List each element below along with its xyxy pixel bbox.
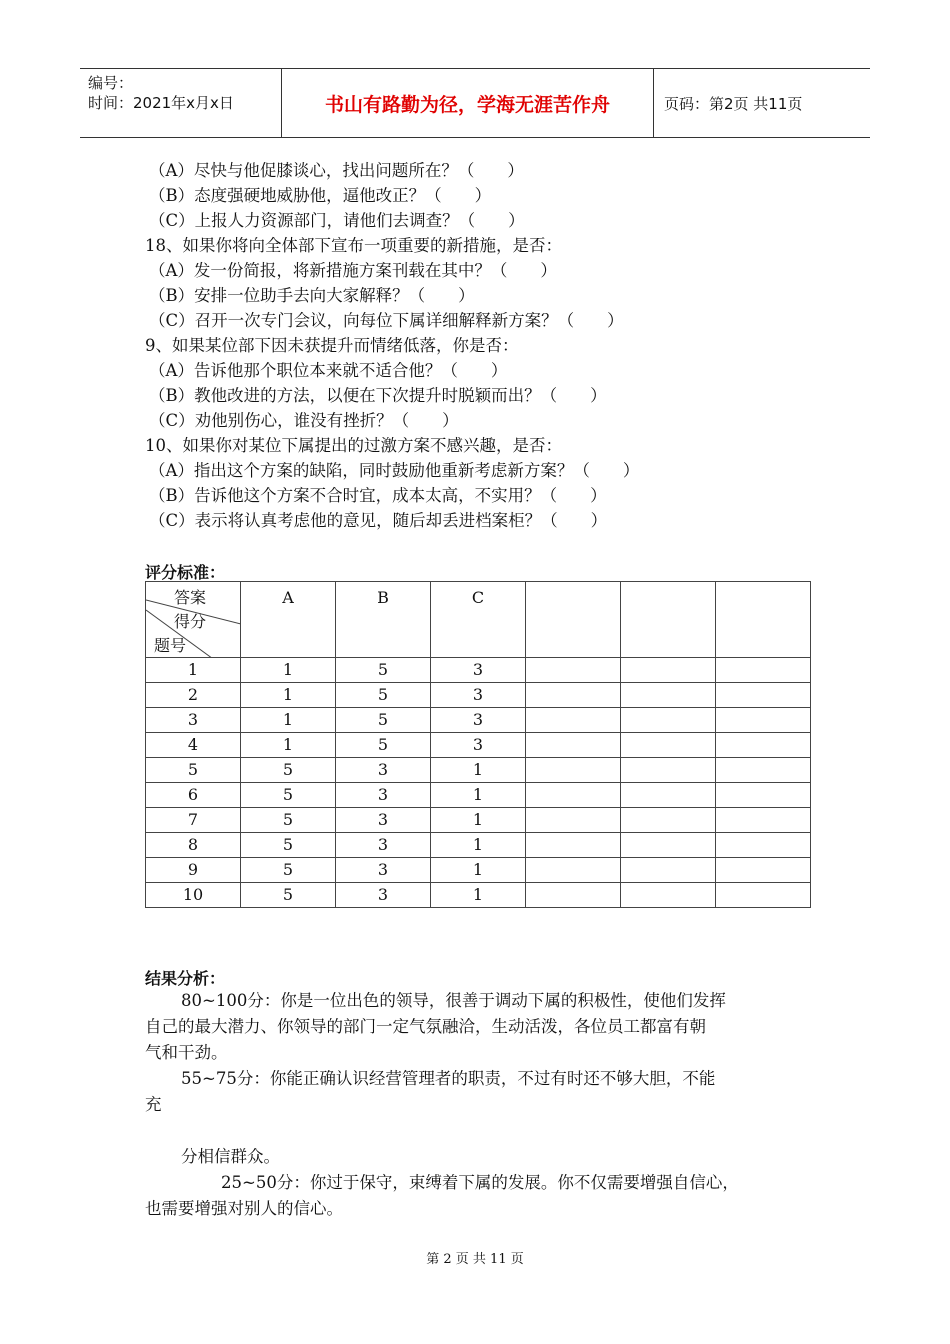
question-option: （A）指出这个方案的缺陷，同时鼓励他重新考虑新方案？（ ） bbox=[149, 461, 640, 480]
score-cell bbox=[621, 658, 716, 683]
score-cell: 3 bbox=[431, 658, 526, 683]
table-row bbox=[146, 883, 811, 908]
score-cell: 1 bbox=[241, 658, 336, 683]
score-cell bbox=[526, 758, 621, 783]
header-number-label: 编号： bbox=[88, 74, 134, 92]
diag-label-answer: 答案 bbox=[174, 588, 207, 607]
column-header bbox=[621, 582, 716, 658]
score-cell: 5 bbox=[336, 658, 431, 683]
score-cell bbox=[621, 733, 716, 758]
question-number-cell: 8 bbox=[146, 833, 241, 858]
analysis-p1-line1: 80~100分：你是一位出色的领导，很善于调动下属的积极性，使他们发挥 bbox=[181, 991, 726, 1010]
score-cell bbox=[621, 783, 716, 808]
analysis-p2-line1: 55~75分：你能正确认识经营管理者的职责，不过有时还不够大胆，不能 bbox=[181, 1069, 716, 1088]
score-cell: 5 bbox=[241, 758, 336, 783]
score-cell bbox=[716, 833, 811, 858]
header-motto-cell bbox=[282, 69, 654, 137]
score-cell bbox=[716, 858, 811, 883]
score-cell: 5 bbox=[241, 783, 336, 808]
score-cell: 5 bbox=[241, 858, 336, 883]
scoring-header-row bbox=[146, 582, 811, 658]
question-option: （A）发一份简报，将新措施方案刊载在其中？（ ） bbox=[149, 261, 557, 280]
column-header bbox=[716, 582, 811, 658]
question-number-cell: 3 bbox=[146, 708, 241, 733]
score-cell: 1 bbox=[431, 858, 526, 883]
table-row bbox=[146, 658, 811, 683]
score-cell bbox=[526, 708, 621, 733]
question-option: （B）教他改进的方法，以便在下次提升时脱颖而出？（ ） bbox=[149, 386, 607, 405]
question-stem: 10、如果你对某位下属提出的过激方案不感兴趣，是否： bbox=[145, 436, 562, 455]
question-number-cell: 10 bbox=[146, 883, 241, 908]
score-cell: 1 bbox=[431, 758, 526, 783]
question-number-cell: 7 bbox=[146, 808, 241, 833]
score-cell bbox=[716, 733, 811, 758]
score-cell: 3 bbox=[336, 758, 431, 783]
score-cell bbox=[716, 683, 811, 708]
score-cell bbox=[716, 708, 811, 733]
table-row bbox=[146, 708, 811, 733]
score-cell bbox=[621, 858, 716, 883]
question-number-cell: 9 bbox=[146, 858, 241, 883]
score-cell: 3 bbox=[431, 708, 526, 733]
score-cell: 3 bbox=[336, 783, 431, 808]
question-stem: 18、如果你将向全体部下宣布一项重要的新措施，是否： bbox=[145, 236, 562, 255]
question-option: （B）告诉他这个方案不合时宜，成本太高，不实用？（ ） bbox=[149, 486, 607, 505]
question-option: （B）安排一位助手去向大家解释？（ ） bbox=[149, 286, 475, 305]
header-time-label: 时间：2021年x月x日 bbox=[88, 94, 234, 112]
score-cell: 1 bbox=[431, 833, 526, 858]
table-row bbox=[146, 808, 811, 833]
score-cell bbox=[716, 808, 811, 833]
document-header bbox=[80, 68, 870, 138]
table-row bbox=[146, 833, 811, 858]
score-cell: 1 bbox=[241, 708, 336, 733]
scoring-table bbox=[145, 581, 811, 908]
score-cell bbox=[621, 758, 716, 783]
table-row bbox=[146, 758, 811, 783]
question-number-cell: 4 bbox=[146, 733, 241, 758]
question-stem: 9、如果某位部下因未获提升而情绪低落，你是否： bbox=[145, 336, 519, 355]
score-cell bbox=[621, 883, 716, 908]
score-cell: 3 bbox=[336, 808, 431, 833]
analysis-p1-line3: 气和干劲。 bbox=[145, 1043, 228, 1062]
score-cell: 1 bbox=[241, 733, 336, 758]
table-row bbox=[146, 733, 811, 758]
header-motto: 书山有路勤为径，学海无涯苦作舟 bbox=[324, 93, 610, 116]
question-number-cell: 2 bbox=[146, 683, 241, 708]
analysis-p1-line2: 自己的最大潜力、你领导的部门一定气氛融洽，生动活泼，各位员工都富有朝 bbox=[145, 1017, 706, 1036]
score-cell bbox=[621, 808, 716, 833]
score-cell bbox=[716, 658, 811, 683]
analysis-p3-line2: 也需要增强对别人的信心。 bbox=[145, 1199, 343, 1218]
score-cell: 1 bbox=[431, 783, 526, 808]
score-cell bbox=[526, 808, 621, 833]
question-number-cell: 6 bbox=[146, 783, 241, 808]
question-option: （B）态度强硬地威胁他，逼他改正？（ ） bbox=[149, 186, 492, 205]
score-cell: 5 bbox=[241, 833, 336, 858]
score-cell: 1 bbox=[241, 683, 336, 708]
score-cell bbox=[621, 833, 716, 858]
header-page-info: 页码：第2页 共11页 bbox=[664, 94, 803, 113]
column-header: C bbox=[431, 582, 526, 658]
question-option: （A）尽快与他促膝谈心，找出问题所在？（ ） bbox=[149, 161, 524, 180]
score-cell bbox=[526, 683, 621, 708]
question-number-cell: 1 bbox=[146, 658, 241, 683]
score-cell bbox=[621, 683, 716, 708]
analysis-body bbox=[145, 988, 825, 1222]
diag-label-score: 得分 bbox=[174, 612, 207, 631]
score-cell: 5 bbox=[336, 733, 431, 758]
score-cell: 3 bbox=[336, 883, 431, 908]
table-row bbox=[146, 783, 811, 808]
question-option: （A）告诉他那个职位本来就不适合他？（ ） bbox=[149, 361, 508, 380]
diag-label-question: 题号 bbox=[154, 636, 187, 655]
score-cell: 5 bbox=[241, 808, 336, 833]
score-cell: 1 bbox=[431, 883, 526, 908]
score-cell bbox=[716, 883, 811, 908]
analysis-p3-line1: 25~50分：你过于保守，束缚着下属的发展。你不仅需要增强自信心， bbox=[221, 1173, 739, 1192]
analysis-p2-line2: 充 bbox=[145, 1095, 162, 1114]
score-cell bbox=[526, 733, 621, 758]
score-cell bbox=[716, 758, 811, 783]
column-header: B bbox=[336, 582, 431, 658]
analysis-title: 结果分析： bbox=[145, 969, 226, 988]
scoring-diagonal-header-cell bbox=[146, 582, 241, 658]
score-cell bbox=[526, 883, 621, 908]
column-header bbox=[526, 582, 621, 658]
analysis-p2-line3: 分相信群众。 bbox=[181, 1147, 280, 1166]
question-option: （C）召开一次专门会议，向每位下属详细解释新方案？（ ） bbox=[149, 311, 624, 330]
score-cell: 3 bbox=[431, 683, 526, 708]
score-cell bbox=[526, 858, 621, 883]
score-cell: 5 bbox=[241, 883, 336, 908]
header-meta bbox=[80, 69, 282, 137]
score-cell bbox=[526, 783, 621, 808]
question-option: （C）劝他别伤心，谁没有挫折？（ ） bbox=[149, 411, 459, 430]
page-footer: 第 2 页 共 11 页 bbox=[426, 1252, 524, 1267]
score-cell: 3 bbox=[336, 833, 431, 858]
scoring-title: 评分标准： bbox=[145, 563, 226, 582]
score-cell bbox=[716, 783, 811, 808]
score-cell: 3 bbox=[336, 858, 431, 883]
question-number-cell: 5 bbox=[146, 758, 241, 783]
table-row bbox=[146, 858, 811, 883]
score-cell: 5 bbox=[336, 683, 431, 708]
question-option: （C）表示将认真考虑他的意见，随后却丢进档案柜？（ ） bbox=[149, 511, 608, 530]
score-cell bbox=[621, 708, 716, 733]
score-cell bbox=[526, 658, 621, 683]
score-cell bbox=[526, 833, 621, 858]
column-header: A bbox=[241, 582, 336, 658]
score-cell: 3 bbox=[431, 733, 526, 758]
score-cell: 5 bbox=[336, 708, 431, 733]
score-cell: 1 bbox=[431, 808, 526, 833]
question-option: （C）上报人力资源部门，请他们去调查？（ ） bbox=[149, 211, 525, 230]
table-row bbox=[146, 683, 811, 708]
